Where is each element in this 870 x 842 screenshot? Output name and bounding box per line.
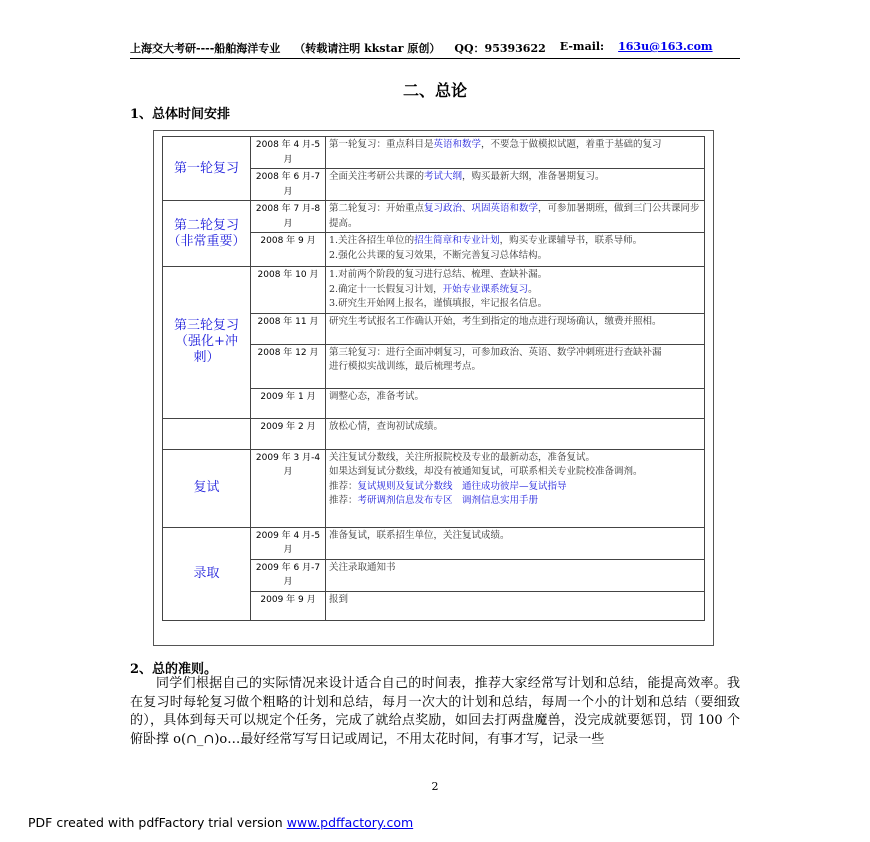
description-cell — [326, 233, 705, 267]
description-cell — [326, 449, 705, 527]
phase-cell: 第二轮复习（非常重要） — [163, 201, 251, 267]
date-cell: 2009 年 1 月 — [251, 388, 326, 418]
phase-cell — [163, 418, 251, 449]
date-cell: 2009 年 3 月-4 月 — [251, 449, 326, 527]
page-title: 二、总论 — [402, 81, 467, 100]
description-cell — [326, 388, 705, 418]
highlight-text[interactable]: 招生简章和专业计划 — [414, 235, 500, 246]
header-qq: QQ：95393622 — [454, 42, 546, 55]
description-cell — [326, 591, 705, 620]
description-text: 1.关注各招生单位的 — [329, 235, 415, 246]
header-email-link[interactable]: 163u@163.com — [618, 40, 713, 53]
date-cell: 2009 年 2 月 — [251, 418, 326, 449]
highlight-text[interactable]: 考研调剂信息发布专区 调剂信息实用手册 — [357, 495, 539, 506]
description-text: 全面关注考研公共课的 — [329, 171, 425, 182]
table-row — [163, 267, 705, 314]
schedule-table-frame — [153, 130, 714, 646]
description-cell — [326, 418, 705, 449]
footer-link[interactable]: www.pdffactory.com — [286, 815, 414, 830]
phase-cell: 第三轮复习（强化+冲刺） — [163, 267, 251, 419]
description-text: 。 — [528, 283, 538, 295]
description-cell — [326, 137, 705, 169]
highlight-text[interactable]: 复习政治、巩固英语和数学 — [424, 203, 539, 214]
highlight-text[interactable]: 考试大纲 — [424, 171, 463, 182]
description-text: 1.对前两个阶段的复习进行总结、梳理、查缺补漏。 — [329, 269, 548, 280]
table-row — [163, 418, 705, 449]
description-text: 进行模拟实战训练，最后梳理考点。 — [329, 361, 482, 372]
phase-cell: 第一轮复习 — [163, 137, 251, 201]
schedule-table — [162, 136, 705, 621]
table-row — [163, 449, 705, 527]
description-text: 放松心情，查询初试成绩。 — [329, 420, 444, 432]
description-cell — [326, 201, 705, 233]
description-text: 调整心态，准备考试。 — [329, 390, 425, 402]
description-text: 研究生考试报名工作确认开始，考生到指定的地点进行现场确认，缴费并照相。 — [329, 315, 662, 327]
date-cell: 2008 年 10 月 — [251, 267, 326, 314]
date-cell: 2008 年 9 月 — [251, 233, 326, 267]
date-cell: 2009 年 6 月-7 月 — [251, 559, 326, 591]
description-cell — [326, 169, 705, 201]
description-cell — [326, 344, 705, 388]
date-cell: 2009 年 4 月-5 月 — [251, 527, 326, 559]
description-text: ，不要急于做模拟试题，着重于基础的复习 — [481, 139, 662, 150]
date-cell: 2008 年 11 月 — [251, 313, 326, 344]
table-row — [163, 201, 705, 233]
body-paragraph: 同学们根据自己的实际情况来设计适合自己的时间表，推荐大家经常写计划和总结，能提高效率。我在复习时每轮复习做个粗略的计划和总结，每月一次大的计划和总结，每周一个小的计划和总结（要细致的），具体到每天可以规定个任务，完成了就给点奖励，如回去打两盘魔兽，没完成就要惩罚，罚 100 个俯卧撑 o(∩_∩)o…最好经常写写日记或周记，不用太花时间，有事才写，记录一些 — [130, 676, 740, 747]
date-cell: 2008 年 7 月-8 月 — [251, 201, 326, 233]
description-cell — [326, 527, 705, 559]
description-text: ，购买专业课辅导书，联系导师。 — [499, 235, 643, 246]
header-email-label: E-mail: — [559, 40, 605, 53]
description-cell — [326, 267, 705, 314]
description-cell — [326, 313, 705, 344]
section-heading-1: 1、总体时间安排 — [130, 107, 231, 122]
description-text: ，可参加暑期班，做到三门公共课同步提高。 — [329, 203, 700, 229]
section-heading-2: 2、总的准则。 — [130, 662, 218, 677]
description-text: 3.研究生开始网上报名，谨慎填报，牢记报名信息。 — [329, 298, 548, 309]
page-header — [130, 40, 740, 59]
highlight-text[interactable]: 复试规则及复试分数线 通往成功彼岸—复试指导 — [357, 480, 567, 492]
footer-text: PDF created with pdfFactory trial version — [28, 815, 287, 830]
description-cell — [326, 559, 705, 591]
table-row — [163, 137, 705, 169]
header-school: 上海交大考研----船舶海洋专业 — [130, 42, 281, 55]
description-text: 关注复试分数线，关注所报院校及专业的最新动态，准备复试。 — [329, 451, 596, 463]
table-row — [163, 527, 705, 559]
description-text: 推荐： — [329, 480, 358, 492]
description-text: 关注录取通知书 — [329, 561, 396, 573]
description-text: 第三轮复习：进行全面冲刺复习，可参加政治、英语、数学冲刺班进行查缺补漏 — [329, 346, 662, 358]
description-text: 第二轮复习：开始重点 — [329, 203, 425, 214]
date-cell: 2008 年 12 月 — [251, 344, 326, 388]
header-note: （转载请注明 kkstar 原创） — [294, 42, 441, 55]
description-text: 2.确定十一长假复习计划， — [329, 283, 443, 295]
date-cell: 2008 年 6 月-7 月 — [251, 169, 326, 201]
description-text: 推荐： — [329, 495, 358, 506]
phase-cell: 录取 — [163, 527, 251, 620]
date-cell: 2009 年 9 月 — [251, 591, 326, 620]
date-cell: 2008 年 4 月-5 月 — [251, 137, 326, 169]
description-text: 2.强化公共课的复习效果，不断完善复习总体结构。 — [329, 249, 548, 261]
phase-cell: 复试 — [163, 449, 251, 527]
pdf-footer — [28, 815, 413, 830]
description-text: 如果达到复试分数线，却没有被通知复试，可联系相关专业院校准备调剂。 — [329, 466, 643, 477]
highlight-text[interactable]: 开始专业课系统复习 — [442, 283, 529, 295]
highlight-text[interactable]: 英语和数学 — [433, 139, 482, 150]
page-number: 2 — [431, 780, 439, 793]
description-text: ，购买最新大纲，准备暑期复习。 — [462, 171, 605, 182]
description-text: 报到 — [329, 593, 349, 605]
description-text: 第一轮复习：重点科目是 — [329, 139, 434, 150]
description-text: 准备复试，联系招生单位，关注复试成绩。 — [329, 529, 510, 541]
